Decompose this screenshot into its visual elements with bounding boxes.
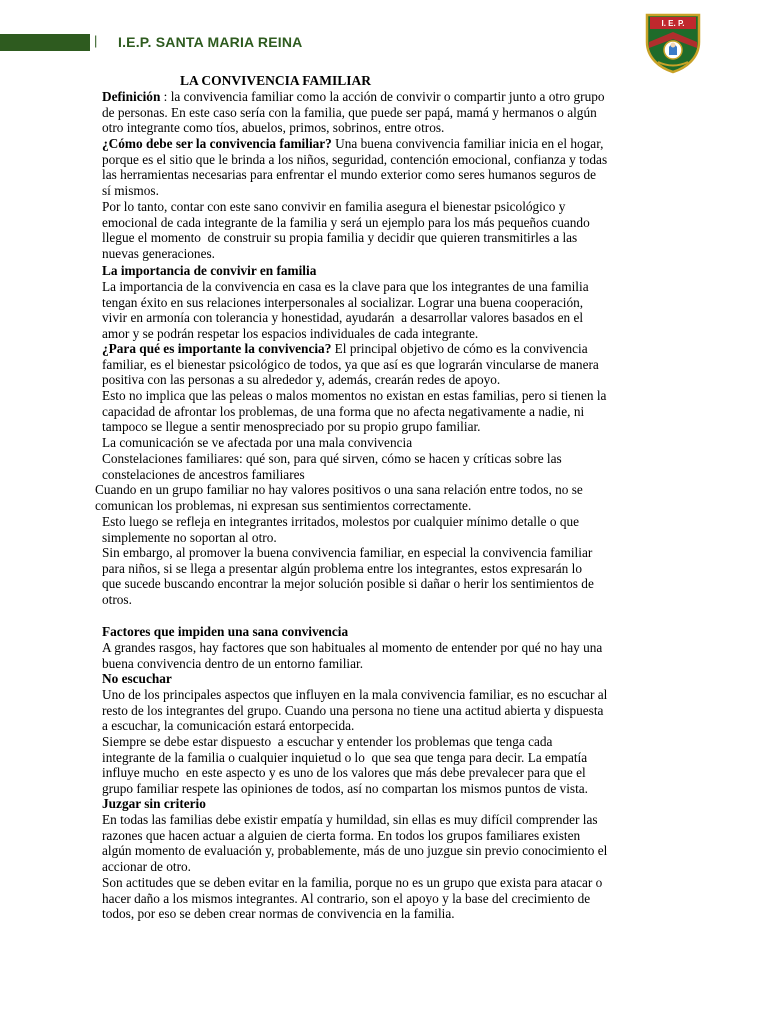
definicion-line-3: otro integrante como tíos, abuelos, primos, sobrinos, entre otros.: [102, 120, 445, 135]
paragraph-peleas: [102, 388, 606, 435]
text-line: Son actitudes que se deben evitar en la familia, porque no es un grupo que exista para atacar o: [102, 875, 603, 890]
como-debe-ser-line-2: porque es el sitio que le brinda a los niños, seguridad, contención emocional, confianza y todas: [102, 151, 608, 167]
text-line: Esto luego se refleja en integrantes irritados, molestos por cualquier mínimo detalle o que: [102, 514, 580, 529]
text-line: El principal objetivo de cómo es la convivencia: [331, 341, 588, 356]
paragraph-siempre: [102, 734, 588, 796]
text-line: todos, por eso se deben crear normas de convivencia en la familia.: [102, 906, 455, 921]
como-debe-ser-line-3: las herramientas necesarias para enfrentar el mundo exterior como seres humanos seguros de: [102, 167, 597, 182]
text-line: En todas las familias debe existir empatía y humildad, sin ellas es muy difícil comprender las: [102, 812, 598, 827]
paragraph-definicion: [102, 89, 605, 136]
text-line: capacidad de afrontar los problemas, de una forma que no afecta negativamente a nadie, ni: [102, 403, 585, 419]
como-debe-ser-line-4: sí mismos.: [102, 182, 159, 198]
text-line: Siempre se debe estar dispuesto a escuchar y entender los problemas que tenga cada: [102, 734, 553, 749]
text-line: tengan éxito en sus relaciones interpersonales al socializar. Lograr una buena cooperación,: [102, 294, 584, 310]
school-shield-logo: [644, 12, 702, 74]
text-line: A grandes rasgos, hay factores que son habituales al momento de entender por qué no hay una: [102, 640, 603, 655]
text-line: Sin embargo, al promover la buena convivencia familiar, en especial la convivencia familiar: [102, 545, 593, 560]
text-line: emocional de cada integrante de la familia y será un ejemplo para los más pequeños cuando: [102, 214, 590, 230]
text-line: integrante de la familia o cualquier inquietud o lo que sea que tenga para decir. La empatía: [102, 749, 588, 765]
text-line: accionar de otro.: [102, 858, 191, 874]
text-line: comunican los problemas, ni expresan sus sentimientos correctamente.: [95, 497, 472, 513]
heading-factores: Factores que impiden una sana convivencia: [102, 624, 349, 639]
paragraph-comunicacion: La comunicación se ve afectada por una mala convivencia: [102, 435, 413, 450]
paragraph-por-lo-tanto: [102, 199, 590, 261]
text-line: que sucede buscando encontrar la mejor solución posible si dañar o herir los sentimientos de: [102, 576, 594, 591]
text-line: influye mucho en este aspecto y es uno de los valores que más debe prevalecer para que el: [102, 765, 586, 780]
como-debe-ser-line-1: Una buena convivencia familiar inicia en el hogar,: [331, 136, 604, 151]
paragraph-para-que: [102, 341, 599, 388]
text-line: resto de los integrantes del grupo. Cuando una persona no tiene una actitud abierta y dispuesta: [102, 702, 604, 718]
text-line: positiva con las personas a su alrededor y, además, crearán redes de apoyo.: [102, 372, 501, 387]
text-line: Por lo tanto, contar con este sano convivir en familia asegura el bienestar psicológico y: [102, 199, 566, 214]
text-line: otros.: [102, 591, 132, 607]
school-name: I.E.P. SANTA MARIA REINA: [118, 34, 303, 50]
heading-importancia: La importancia de convivir en familia: [102, 263, 317, 278]
text-line: buena convivencia dentro de un entorno familiar.: [102, 655, 364, 671]
text-line: nuevas generaciones.: [102, 245, 215, 261]
text-line: vivir en armonía con tolerancia y honestidad, ayudarán a desarrollar valores basados en el: [102, 310, 584, 325]
text-line: hacer daño a los mismos integrantes. Al contrario, son el apoyo y la base del crecimiento de: [102, 890, 591, 906]
text-line: grupo familiar respete las opiniones de todos, así no compartan los mismos puntos de vista.: [102, 780, 588, 796]
como-debe-ser-heading: ¿Cómo debe ser la convivencia familiar?: [102, 136, 332, 151]
text-line: Cuando en un grupo familiar no hay valores positivos o una sana relación entre todos, no se: [95, 482, 583, 497]
heading-no-escuchar: No escuchar: [102, 671, 172, 686]
para-que-heading: ¿Para qué es importante la convivencia?: [102, 341, 332, 356]
paragraph-factores: [102, 640, 602, 671]
text-line: a escuchar, la comunicación estará entorpecida.: [102, 718, 355, 733]
paragraph-constelaciones: [102, 451, 562, 482]
document-title: LA CONVIVENCIA FAMILIAR: [180, 73, 372, 88]
text-line: tampoco se llegue a sentir menospreciado por su propio grupo familiar.: [102, 419, 481, 434]
paragraph-no-escuchar: [102, 687, 607, 734]
text-line: llegue el momento de construir su propia familia y decidir que quieren transmitirles a las: [102, 230, 578, 245]
text-line: razones que hacen actuar a alguien de cierta forma. En todos los grupos familiares existen: [102, 827, 581, 843]
text-line: familiar, es el bienestar psicológico de todos, ya que así es que lograrán vincularse de manera: [102, 356, 599, 372]
logo-lettering: I. E. P.: [661, 19, 685, 28]
text-line: Esto no implica que las peleas o malos momentos no existan en estas familias, pero si tienen la: [102, 388, 607, 403]
definicion-line-1: : la convivencia familiar como la acción de convivir o compartir junto a otro grupo: [160, 89, 605, 104]
paragraph-irritados: [102, 514, 579, 545]
heading-juzgar: Juzgar sin criterio: [102, 796, 206, 811]
definicion-line-2: de personas. En este caso sería con la familia, que puede ser papá, mamá y hermanos o algún: [102, 104, 597, 120]
text-line: Constelaciones familiares: qué son, para qué sirven, cómo se hacen y críticas sobre las: [102, 451, 562, 466]
paragraph-juzgar: [102, 812, 607, 874]
text-line: simplemente no soportan al otro.: [102, 529, 277, 545]
text-line: constelaciones de ancestros familiares: [102, 466, 305, 482]
text-line: algún momento de evaluación y, probablemente, más de uno juzgue sin previo conocimiento el: [102, 843, 608, 858]
paragraph-actitudes: [102, 875, 602, 922]
text-line: La importancia de la convivencia en casa es la clave para que los integrantes de una familia: [102, 279, 589, 294]
paragraph-como-debe-ser: [102, 136, 607, 198]
definicion-heading: Definición: [102, 89, 161, 104]
header-band: [0, 34, 90, 51]
paragraph-valores: [95, 482, 583, 513]
header-separator: |: [94, 33, 98, 48]
paragraph-sin-embargo: [102, 545, 594, 607]
text-line: amor y se podrán respetar los espacios individuales de cada integrante.: [102, 325, 479, 341]
paragraph-importancia: [102, 279, 589, 341]
text-line: Uno de los principales aspectos que influyen en la mala convivencia familiar, es no escuchar al: [102, 687, 608, 702]
text-line: para niños, si se llega a presentar algún problema entre los integrantes, estos expresarán lo: [102, 560, 582, 576]
